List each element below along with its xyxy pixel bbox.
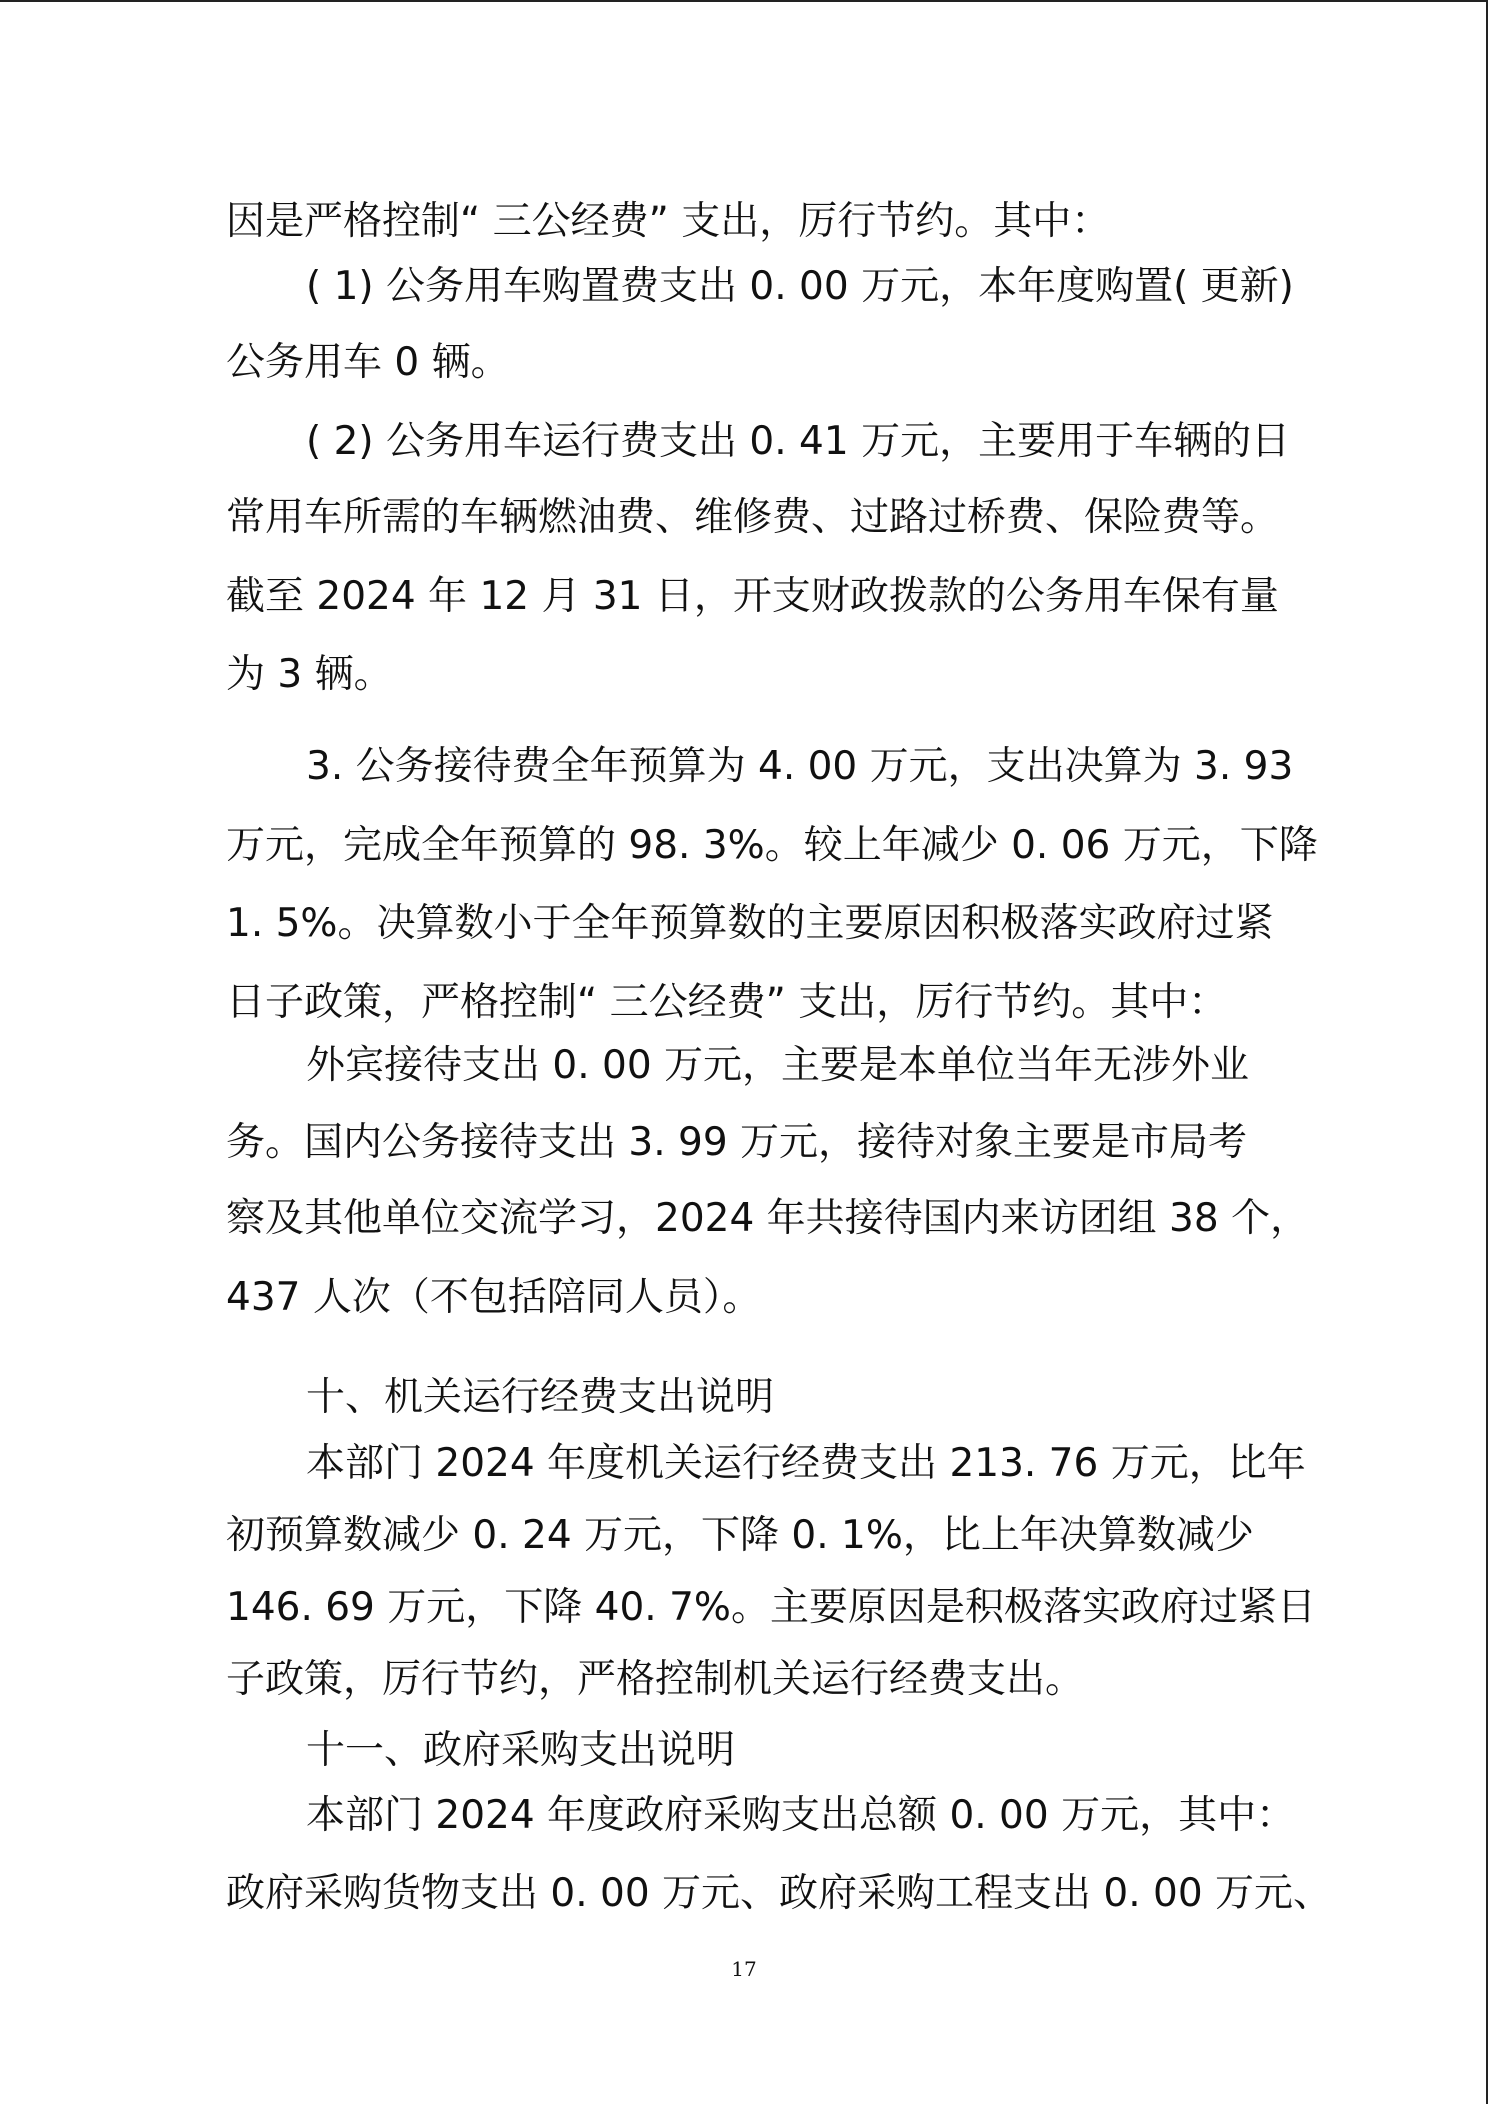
text-line: 政府采购货物支出 0. 00 万元、政府采购工程支出 0. 00 万元、 <box>226 1871 1333 1916</box>
text-line: 日子政策，严格控制“ 三公经费” 支出，厉行节约。其中： <box>226 980 1228 1025</box>
text-line: 公务用车 0 辆。 <box>226 340 510 385</box>
text-line: 察及其他单位交流学习，2024 年共接待国内来访团组 38 个， <box>226 1196 1310 1241</box>
text-line: 外宾接待支出 0. 00 万元，主要是本单位当年无涉外业 <box>306 1043 1250 1088</box>
text-line: 本部门 2024 年度机关运行经费支出 213. 76 万元，比年 <box>306 1441 1306 1486</box>
text-line: 初预算数减少 0. 24 万元，下降 0. 1%，比上年决算数减少 <box>226 1513 1254 1558</box>
text-line: 务。国内公务接待支出 3. 99 万元，接待对象主要是市局考 <box>226 1120 1248 1165</box>
text-line: 截至 2024 年 12 月 31 日，开支财政拨款的公务用车保有量 <box>226 574 1279 619</box>
text-line: ( 2) 公务用车运行费支出 0. 41 万元，主要用于车辆的日 <box>306 419 1291 464</box>
text-line: 本部门 2024 年度政府采购支出总额 0. 00 万元，其中： <box>306 1793 1296 1838</box>
text-line: 3. 公务接待费全年预算为 4. 00 万元，支出决算为 3. 93 <box>306 744 1294 789</box>
section-heading: 十、机关运行经费支出说明 <box>306 1375 775 1420</box>
text-line: 1. 5%。决算数小于全年预算数的主要原因积极落实政府过紧 <box>226 901 1274 946</box>
text-line: 因是严格控制“ 三公经费” 支出，厉行节约。其中： <box>226 199 1111 244</box>
text-line: 为 3 辆。 <box>226 652 393 697</box>
section-heading: 十一、政府采购支出说明 <box>306 1728 736 1773</box>
text-line: 常用车所需的车辆燃油费、维修费、过路过桥费、保险费等。 <box>226 495 1280 540</box>
text-line: 万元，完成全年预算的 98. 3%。较上年减少 0. 06 万元，下降 <box>226 823 1318 868</box>
page-number: 17 <box>731 1957 757 1981</box>
text-line: ( 1) 公务用车购置费支出 0. 00 万元，本年度购置( 更新) <box>306 264 1294 309</box>
text-line: 437 人次（不包括陪同人员）。 <box>226 1275 762 1320</box>
text-line: 子政策，厉行节约，严格控制机关运行经费支出。 <box>226 1657 1085 1702</box>
text-line: 146. 69 万元，下降 40. 7%。主要原因是积极落实政府过紧日 <box>226 1585 1316 1630</box>
